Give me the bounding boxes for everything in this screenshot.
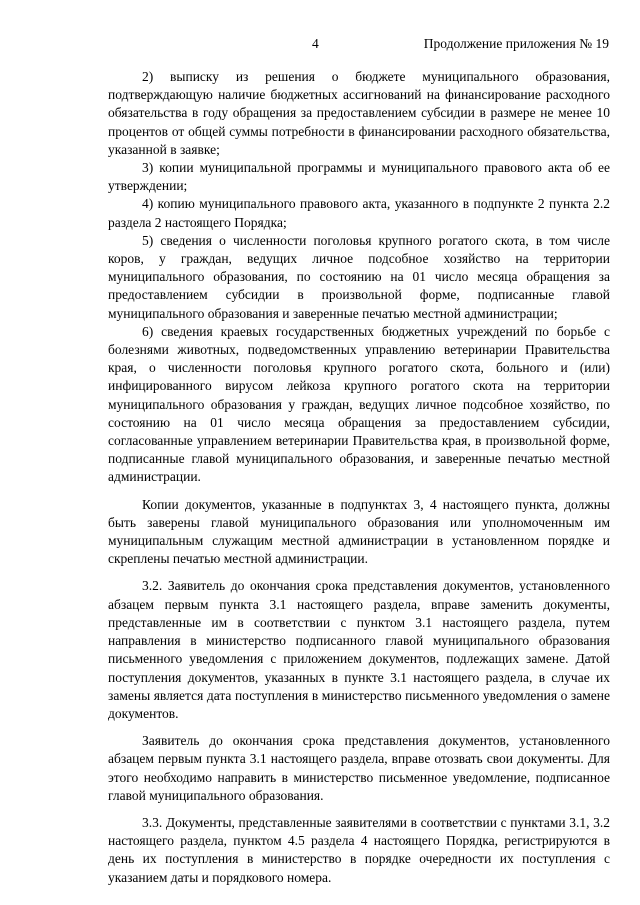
- document-body: [108, 68, 610, 887]
- paragraph-item-6: 6) сведения краевых государственных бюджетных учреждений по борьбе с болезнями животных, подведомственных управлению ветеринарии Правительства края, о численности поголовья крупного рогатого скота, больного и (или) инфицированного вирусом лейкоза крупного рогатого скота на территории муниципального образования у граждан, ведущих личное подсобное хозяйство, по состоянию на 01 число месяца обращения за предоставлением субсидии, согласованные управлением ветеринарии Правительства края, в произвольной форме, подписанные главой муниципального образования, и заверенные печатью местной администрации.: [108, 323, 610, 485]
- paragraph-item-2: 2) выписку из решения о бюджете муниципального образования, подтверждающую наличие бюджетных ассигнований на финансирование расходного обязательства в году обращения за предоставлением субсидии в размере не менее 10 процентов от общей суммы потребности в финансировании расходного обязательства, указанной в заявке;: [108, 69, 610, 157]
- paragraph-item-3: 3) копии муниципальной программы и муниципального правового акта об ее утверждении;: [108, 160, 610, 194]
- paragraph-item-4: 4) копию муниципального правового акта, указанного в подпункте 2 пункта 2.2 раздела 2 настоящего Порядка;: [108, 196, 610, 230]
- paragraph-copies-certification: Копии документов, указанные в подпунктах 3, 4 настоящего пункта, должны быть заверены главой муниципального образования или уполномоченным им муниципальным служащим местной администрации в установленном порядке и скреплены печатью местной администрации.: [108, 496, 610, 567]
- annex-continuation-header: Продолжение приложения № 19: [423, 36, 609, 51]
- paragraph-item-5: 5) сведения о численности поголовья крупного рогатого скота, в том числе коров, у граждан, ведущих личное подсобное хозяйство на территории муниципального образования, по состоянию на 01 число месяца обращения за предоставлением субсидии в произвольной форме, подписанные главой муниципального образования и заверенные печатью местной администрации;: [108, 232, 610, 321]
- page-number: 4: [312, 36, 319, 51]
- paragraph-3-2: 3.2. Заявитель до окончания срока представления документов, установленного абзацем первым пункта 3.1 настоящего раздела, вправе заменить документы, представленные им в соответствии с пунктом 3.1 настоящего раздела, путем направления в министерство подписанного главой муниципального образования письменного уведомления с приложением документов, подлежащих замене. Датой поступления документов, указанных в пункте 3.1 настоящего раздела, в случае их замены является дата поступления в министерство письменного уведомления о замене документов.: [108, 578, 610, 721]
- paragraph-withdrawal: Заявитель до окончания срока представления документов, установленного абзацем первым пункта 3.1 настоящего раздела, вправе отозвать свои документы. Для этого необходимо направить в министерство письменное уведомление, подписанное главой муниципального образования.: [108, 733, 610, 803]
- paragraph-3-3: 3.3. Документы, представленные заявителями в соответствии с пунктами 3.1, 3.2 настоящего раздела, пунктом 4.5 раздела 4 настоящего Порядка, регистрируются в день их поступления в министерство в порядке очередности их поступления с указанием даты и порядкового номера.: [108, 814, 610, 885]
